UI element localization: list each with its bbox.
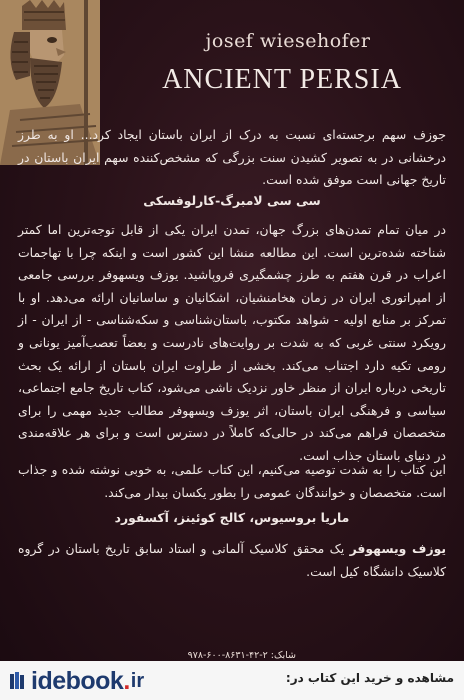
- review-quote-1: جوزف سهم برجسته‌ای نسبت به درک از ایران باستان ایجاد کرد... او به طرز درخشانی در به تصویر کشیدن سنت بزرگی که مشخص‌کننده سهم ایران باستان در تاریخ جهانی است موفق شده است.: [18, 127, 446, 188]
- book-stack-icon: [8, 671, 28, 691]
- author-bio: [18, 538, 446, 583]
- logo-tld: ir: [130, 669, 145, 692]
- book-description: در میان تمام تمدن‌های بزرگ جهان، تمدن ایران یکی از قابل توجه‌ترین اما کمتر شناخته شده‌ترین است. این مطالعه منشا این کشور است و اینکه چرا با تهاجمات اعراب در قرن هفتم به طرز چشمگیری فروپاشید. یوزف ویسهوفر بررسی جامعی از امپراتوری ایران در زمان هخامنشیان، اشکانیان و ساسانیان ارائه می‌دهد. او با تمرکز بر منابع اولیه - شواهد مکتوب، باستان‌شناسی و سکه‌شناسی - از ایران - از رویکرد سنتی غربی که به شدت بر روایت‌های نادرست و بعضاً تعصب‌آمیز یونانی و رومی تکیه دارد اجتناب می‌کند. بخشی از طراوت ایران باستان از ارائه یک بحث تاریخی درباره ایران از منظر خاور نزدیک ناشی می‌شود، کتاب تاریخ جامع اجتماعی، سیاسی و فرهنگی ایران باستان، اثر یوزف ویسهوفر مطالب جدید مهمی را برای متخصصان فراهم می‌کند در حالی‌که کاملاً در دسترس است و برای هر علاقه‌مندی در دنیای باستان جذاب است.: [18, 222, 446, 463]
- author-name: josef wiesehofer: [205, 30, 371, 52]
- book-title: ANCIENT PERSIA: [162, 64, 402, 95]
- site-logo[interactable]: [8, 665, 144, 697]
- buy-link-text[interactable]: مشاهده و خرید این کتاب در:: [285, 671, 454, 685]
- reviewer-name-1: سی سی لامبرگ-کارلوفسکی: [143, 193, 321, 208]
- reviewer-name-2: ماریا بروسیوس، کالج کوئینز، آکسفورد: [114, 510, 350, 525]
- isbn-label: شابک: ۲-۴۲-۸۶۳۱-۶۰۰-۹۷۸: [187, 650, 296, 661]
- logo-dot: .: [123, 666, 130, 695]
- review-quote-2: این کتاب را به شدت توصیه می‌کنیم، این کتاب علمی، به خوبی نوشته شده و جذاب است. متخصصان و خوانندگان عمومی را بطور یکسان بیدار می‌کند.: [18, 462, 446, 500]
- author-bio-text: یک محقق کلاسیک آلمانی و استاد سابق تاریخ باستان در گروه کلاسیک دانشگاه کیل است.: [18, 541, 446, 579]
- logo-wordmark: idebook: [31, 666, 124, 695]
- author-bio-name: یوزف ویسهوفر: [349, 541, 446, 556]
